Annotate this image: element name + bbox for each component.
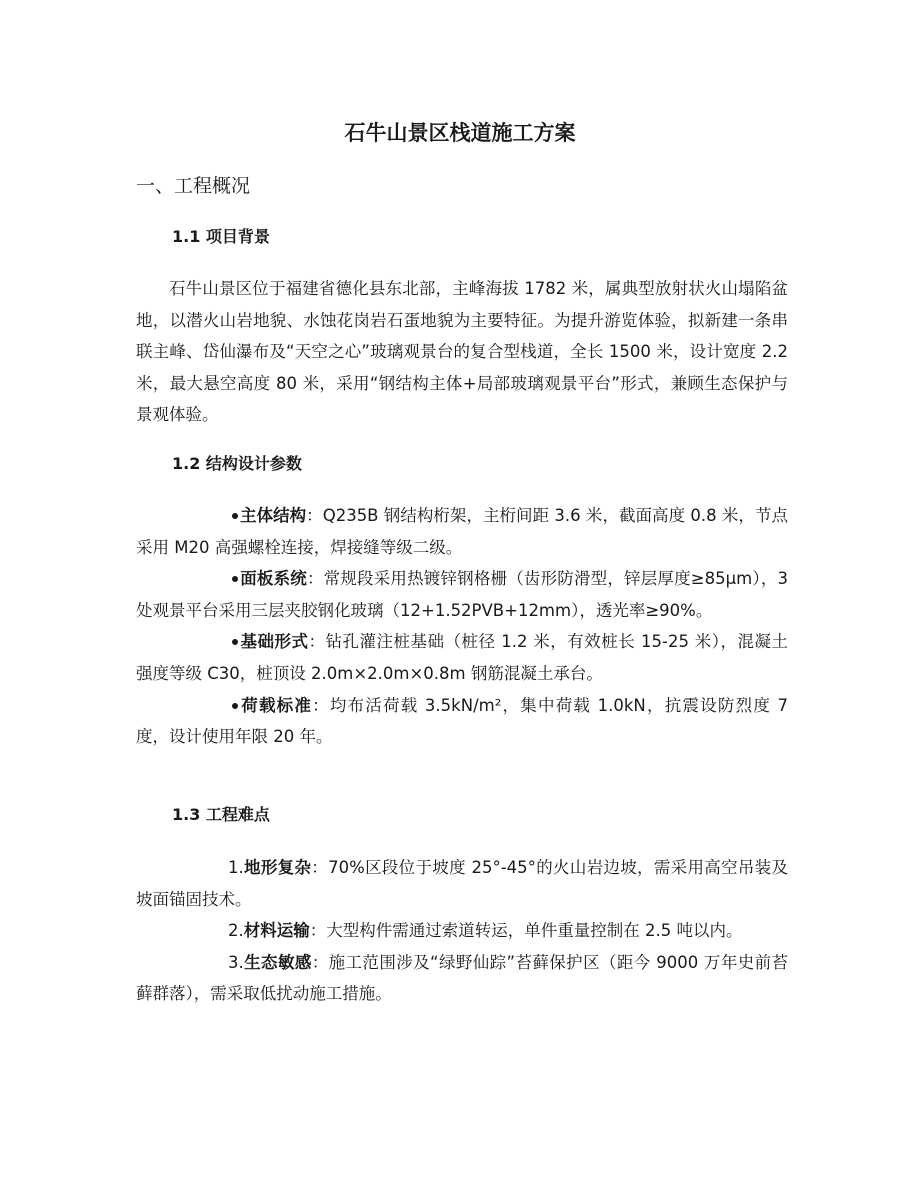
difficulties-list: [136, 852, 788, 1010]
item-number: 1.: [228, 858, 244, 877]
bullet-icon: [232, 639, 238, 645]
param-text: ：钻孔灌注桩基础（桩径 1.2 米，有效桩长 15-25 米），混凝土强度等级 C30，桩顶设 2.0m×2.0m×0.8m 钢筋混凝土承台。: [136, 632, 788, 683]
param-label: 面板系统: [240, 569, 307, 589]
difficulty-label: 材料运输: [243, 921, 310, 941]
design-params-list: [136, 500, 788, 753]
list-item: [136, 947, 788, 1010]
list-item: [136, 915, 788, 947]
param-text: ：均布活荷载 3.5kN/m²，集中荷载 1.0kN，抗震设防烈度 7 度，设计使用年限 20 年。: [136, 695, 789, 747]
difficulty-label: 地形复杂: [243, 858, 312, 877]
subsection-heading-difficulties: 1.3 工程难点: [172, 805, 270, 824]
param-label: 主体结构: [240, 506, 307, 525]
param-label: 荷载标准: [240, 695, 313, 715]
list-item: [136, 563, 788, 626]
subsection-heading-design-params: 1.2 结构设计参数: [172, 454, 302, 473]
param-text: ：Q235B 钢结构桁架，主桁间距 3.6 米，截面高度 0.8 米，节点采用 M20 高强螺栓连接，焊接缝等级二级。: [136, 506, 788, 557]
section-heading-overview: 一、工程概况: [136, 175, 251, 197]
list-item: [136, 626, 788, 689]
param-label: 基础形式: [240, 632, 309, 652]
difficulty-text: ：施工范围涉及“绿野仙踪”苔藓保护区（距今 9000 万年史前苔藓群落），需采取低扰动施工措施。: [136, 952, 789, 1004]
bullet-icon: [232, 513, 238, 519]
list-item: [136, 500, 788, 563]
bullet-icon: [232, 703, 238, 709]
item-number: 2.: [228, 921, 244, 941]
list-item: [136, 690, 788, 753]
subsection-heading-background: 1.1 项目背景: [172, 227, 270, 246]
list-item: [136, 852, 788, 915]
param-text: ：常规段采用热镀锌钢格栅（齿形防滑型，锌层厚度≥85μm），3 处观景平台采用三层夹胶钢化玻璃（12+1.52PVB+12mm），透光率≥90%。: [136, 569, 789, 620]
difficulty-text: ：大型构件需通过索道转运，单件重量控制在 2.5 吨以内。: [309, 921, 743, 941]
bullet-icon: [232, 576, 238, 582]
item-number: 3.: [228, 952, 244, 972]
difficulty-label: 生态敏感: [243, 952, 312, 972]
document-title: 石牛山景区栈道施工方案: [344, 121, 576, 145]
difficulty-text: ：70%区段位于坡度 25°-45°的火山岩边坡，需采用高空吊装及坡面锚固技术。: [136, 858, 788, 909]
background-paragraph: 石牛山景区位于福建省德化县东北部，主峰海拔 1782 米，属典型放射状火山塌陷盆地，以潜火山岩地貌、水蚀花岗岩石蛋地貌为主要特征。为提升游览体验，拟新建一条串联主峰、岱仙瀑布及“天空之心”玻璃观景台的复合型栈道，全长 1500 米，设计宽度 2.2 米，最大悬空高度 80 米，采用“钢结构主体+局部玻璃观景平台”形式，兼顾生态保护与景观体验。: [136, 279, 788, 425]
